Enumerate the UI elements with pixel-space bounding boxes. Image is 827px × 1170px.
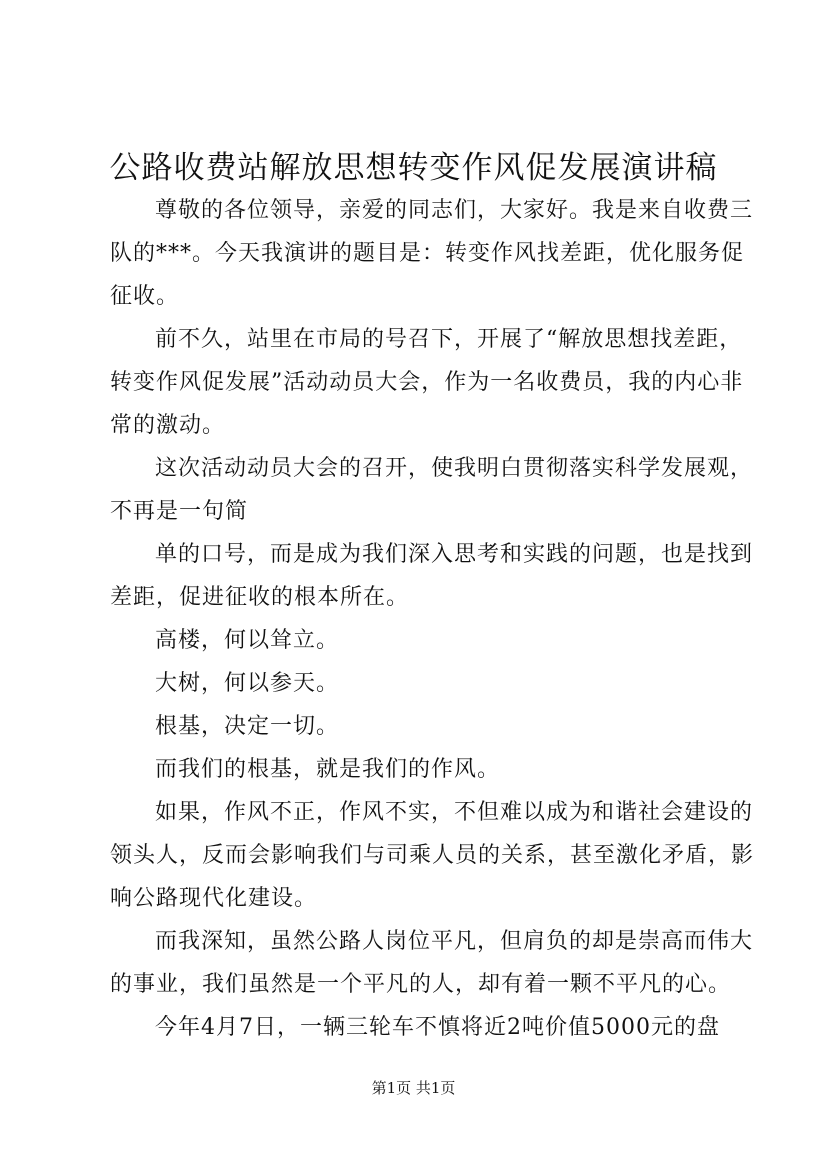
body-line: 转变作风促发展”活动动员大会，作为一名收费员，我的内心非: [110, 370, 744, 395]
body-line: 而我们的根基，就是我们的作风。: [155, 757, 501, 782]
body-line: 常的激动。: [110, 413, 226, 438]
body-line: 领头人，反而会影响我们与司乘人员的关系，甚至激化矛盾，影: [110, 843, 755, 868]
body-line: 根基，决定一切。: [155, 714, 340, 739]
body-line: 今年4月7日，一辆三轮车不慎将近2吨价值5000元的盘: [155, 1015, 720, 1040]
body-line: 高楼，何以耸立。: [155, 628, 340, 653]
body-line: 队的***。今天我演讲的题目是：转变作风找差距，优化服务促: [110, 241, 745, 266]
body-line: 如果，作风不正，作风不实，不但难以成为和谐社会建设的: [155, 800, 754, 825]
body-line: 不再是一句简: [110, 499, 249, 524]
page-title: 公路收费站解放思想转变作风促发展演讲稿: [109, 150, 718, 186]
body-line: 差距，促进征收的根本所在。: [110, 585, 410, 610]
body-line: 单的口号，而是成为我们深入思考和实践的问题，也是找到: [155, 542, 754, 567]
page-footer: 第1页 共1页: [371, 1079, 456, 1097]
body-line: 大树，何以参天。: [155, 671, 340, 696]
body-line: 尊敬的各位领导，亲爱的同志们，大家好。我是来自收费三: [155, 198, 754, 223]
body-line: 的事业，我们虽然是一个平凡的人，却有着一颗不平凡的心。: [110, 972, 732, 997]
body-line: 这次活动动员大会的召开，使我明白贯彻落实科学发展观，: [155, 456, 754, 481]
body-line: 而我深知，虽然公路人岗位平凡，但肩负的却是崇高而伟大: [155, 929, 754, 954]
body-line: 征收。: [110, 284, 180, 309]
body-line: 前不久，站里在市局的号召下，开展了“解放思想找差距，: [155, 327, 743, 352]
body-line: 响公路现代化建设。: [110, 886, 318, 911]
